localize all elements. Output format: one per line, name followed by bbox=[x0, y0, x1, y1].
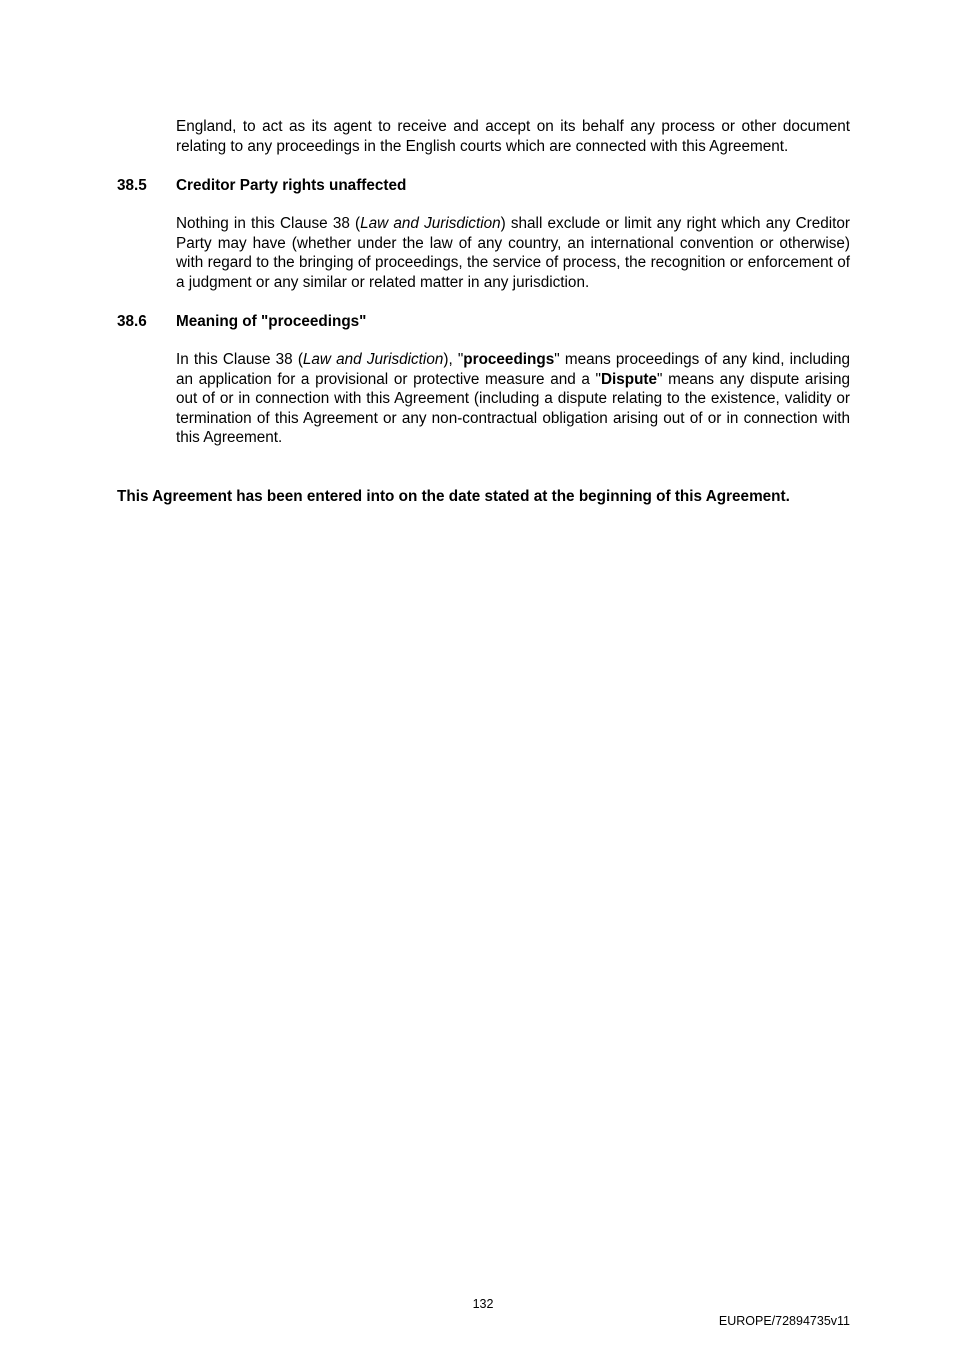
clause-38-6-title: Meaning of "proceedings" bbox=[176, 313, 367, 330]
defined-term-dispute: Dispute bbox=[600, 370, 658, 388]
clause-38-6-italic-ref: Law and Jurisdiction bbox=[302, 351, 444, 368]
clause-38-6-number: 38.6 bbox=[117, 313, 147, 330]
page-number: 132 bbox=[472, 1297, 494, 1311]
clause-38-5-title: Creditor Party rights unaffected bbox=[176, 177, 407, 194]
closing-statement: This Agreement has been entered into on the date stated at the beginning of this Agreement. bbox=[117, 488, 790, 505]
clause-38-6-paragraph bbox=[176, 350, 850, 448]
clause-38-5-italic-ref: Law and Jurisdiction bbox=[360, 215, 501, 232]
clause-38-6-text-a: In this Clause 38 ( bbox=[176, 351, 303, 368]
defined-term-proceedings: proceedings bbox=[463, 351, 555, 368]
clause-38-5-paragraph bbox=[176, 214, 850, 292]
clause-38-6-text-c: " means proceedings of any kind, including an application for a provisional or protective measure and a " bbox=[176, 351, 850, 388]
document-reference: EUROPE/72894735v11 bbox=[718, 1314, 850, 1328]
clause-38-5-number: 38.5 bbox=[117, 177, 147, 194]
clause-38-6-text-d: " means any dispute arising out of or in connection with this Agreement (including a dispute relating to the existence, validity or termination of this Agreement or any non-contractual obligation arising out of or in connection with this Agreement. bbox=[176, 370, 850, 447]
intro-paragraph: England, to act as its agent to receive and accept on its behalf any process or other document relating to any proceedings in the English courts which are connected with this Agreement. bbox=[176, 118, 850, 155]
clause-38-6-text-b: ), " bbox=[443, 351, 464, 368]
clause-38-5-text-b: ) shall exclude or limit any right which any Creditor Party may have (whether under the law of any country, an international convention or otherwise) with regard to the bringing of proceedings, the service of process, the recognition or enforcement of a judgment or any similar or related matter in any jurisdiction. bbox=[176, 215, 850, 291]
clause-38-5-text-a: Nothing in this Clause 38 ( bbox=[176, 215, 361, 232]
